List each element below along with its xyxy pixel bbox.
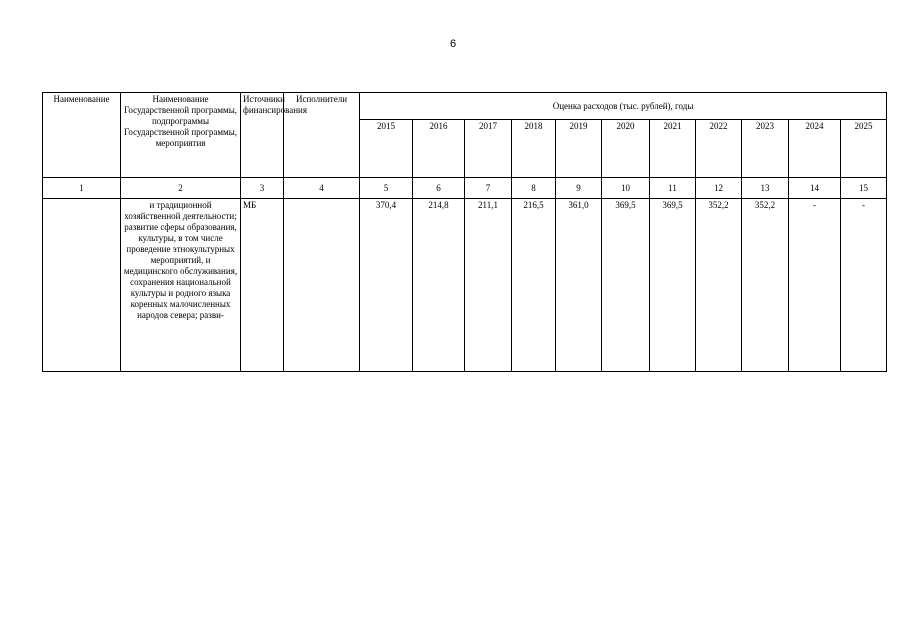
header-source: Источники финансирования <box>241 93 284 178</box>
column-number: 8 <box>512 178 556 199</box>
year-cell: 2015 <box>360 120 413 178</box>
row-value-cell: 352,2 <box>742 199 789 372</box>
page-number: 6 <box>449 38 457 50</box>
column-number: 11 <box>650 178 696 199</box>
column-number: 3 <box>241 178 284 199</box>
row-value-cell: 216,5 <box>512 199 556 372</box>
row-name-cell <box>43 199 121 372</box>
row-executors-cell <box>284 199 360 372</box>
row-value-cell: 214,8 <box>413 199 465 372</box>
year-cell: 2017 <box>465 120 512 178</box>
year-cell: 2020 <box>602 120 650 178</box>
header-name: Наименование <box>43 93 121 178</box>
column-number: 4 <box>284 178 360 199</box>
row-value-cell: 352,2 <box>696 199 742 372</box>
year-cell: 2018 <box>512 120 556 178</box>
row-value-cell: 369,5 <box>602 199 650 372</box>
header-executors: Исполнители <box>284 93 360 178</box>
year-cell: 2024 <box>789 120 841 178</box>
year-cell: 2016 <box>413 120 465 178</box>
year-cell: 2025 <box>841 120 887 178</box>
column-number: 12 <box>696 178 742 199</box>
row-description-cell: и традиционной хозяйственной деятельности; развитие сферы образования, культуры, в том числе проведение этнокультурных мероприятий, и медицинского обслуживания, сохранения национальной культуры и родного языка коренных малочисленных народов севера; разви- <box>121 199 241 372</box>
year-cell: 2021 <box>650 120 696 178</box>
header-program: Наименование Государственной программы, подпрограммы Государственной программы, мероприятия <box>121 93 241 178</box>
row-value-cell: 361,0 <box>556 199 602 372</box>
row-value-cell: 370,4 <box>360 199 413 372</box>
table-row <box>43 199 887 372</box>
column-number: 10 <box>602 178 650 199</box>
year-cell: 2019 <box>556 120 602 178</box>
column-number: 6 <box>413 178 465 199</box>
column-number: 1 <box>43 178 121 199</box>
budget-table <box>42 92 887 372</box>
row-value-cell: 369,5 <box>650 199 696 372</box>
column-number: 15 <box>841 178 887 199</box>
column-number: 14 <box>789 178 841 199</box>
year-cell: 2023 <box>742 120 789 178</box>
column-number: 2 <box>121 178 241 199</box>
header-costs: Оценка расходов (тыс. рублей), годы <box>360 93 887 120</box>
row-value-cell: - <box>841 199 887 372</box>
row-value-cell: 211,1 <box>465 199 512 372</box>
year-cell: 2022 <box>696 120 742 178</box>
column-number: 5 <box>360 178 413 199</box>
header-row <box>43 93 887 120</box>
column-number: 9 <box>556 178 602 199</box>
row-source-cell: МБ <box>241 199 284 372</box>
column-numbers-row <box>43 178 887 199</box>
column-number: 13 <box>742 178 789 199</box>
row-value-cell: - <box>789 199 841 372</box>
column-number: 7 <box>465 178 512 199</box>
